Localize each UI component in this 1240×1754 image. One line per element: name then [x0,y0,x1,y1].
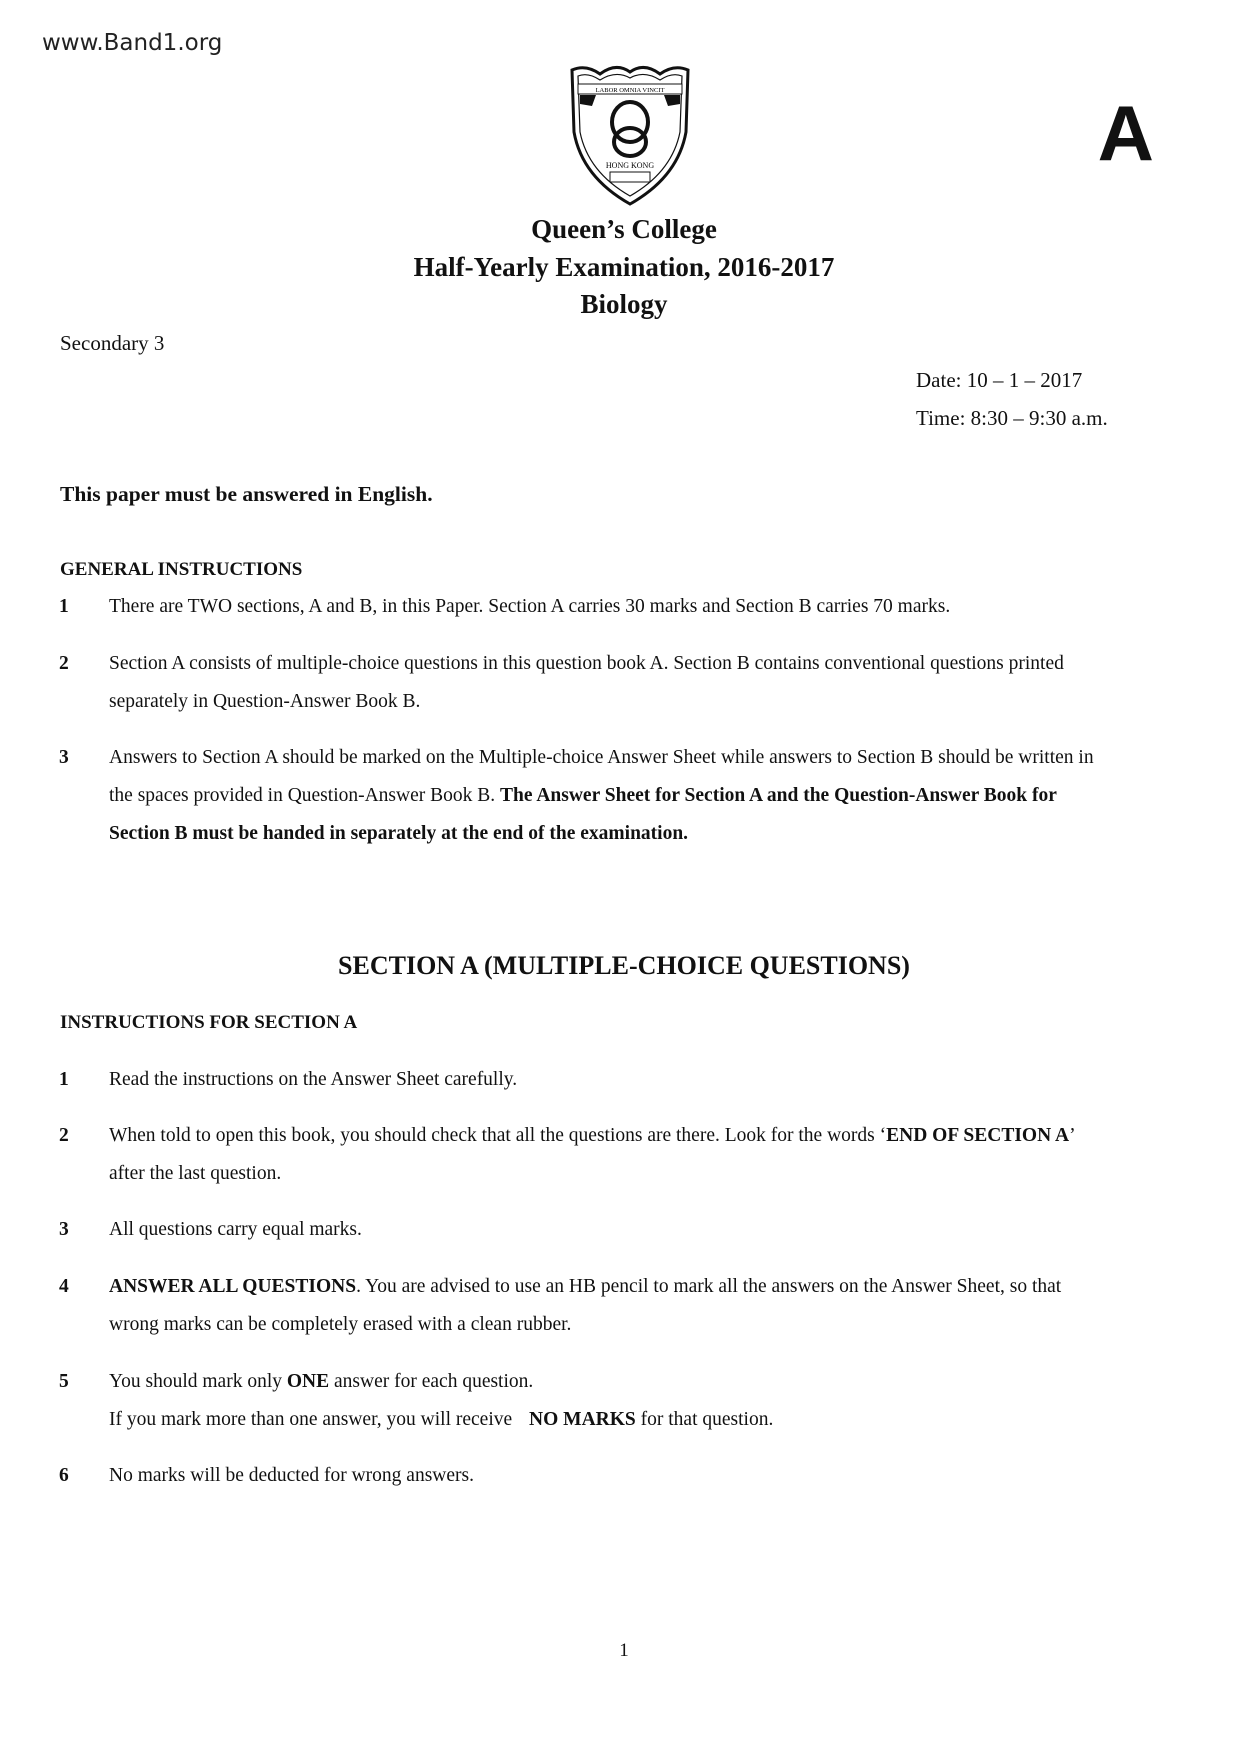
sa-item-3: All questions carry equal marks. [109,1219,362,1240]
gi-item-3-bold2: Section B must be handed in separately at the end of the examination. [109,823,689,844]
sa-item-5-line2-post: for that question. [635,1409,774,1430]
sa-item-5-line2-pre: If you mark more than one answer, you will receive [109,1409,518,1430]
gi-item-1: There are TWO sections, A and B, in this Paper. Section A carries 30 marks and Section B carries 70 marks. [109,596,951,617]
exam-date: Date: 10 – 1 – 2017 [916,368,1083,392]
sa-num-3: 3 [59,1219,69,1240]
sa-item-4-line2: wrong marks can be completely erased with a clean rubber. [109,1314,572,1335]
exam-title: Half-Yearly Examination, 2016-2017 [413,252,835,282]
gi-item-3-line2 [109,785,1057,807]
sa-item-2-bold: END OF SECTION A [886,1125,1070,1146]
sa-item-6: No marks will be deducted for wrong answers. [109,1465,474,1486]
level: Secondary 3 [60,331,165,355]
gi-item-3-bold1: The Answer Sheet for Section A and the Question-Answer Book for [500,785,1057,806]
sa-item-5-bold: ONE [286,1371,330,1392]
language-note: This paper must be answered in English. [60,482,433,506]
sa-item-4-line1 [109,1276,1061,1298]
section-a-title: SECTION A (MULTIPLE-CHOICE QUESTIONS) [338,951,910,980]
section-a-instructions-heading: INSTRUCTIONS FOR SECTION A [60,1012,358,1033]
sa-item-2-line2: after the last question. [109,1163,282,1184]
sa-item-5-post: answer for each question. [329,1371,534,1392]
svg-text:HONG KONG: HONG KONG [605,161,655,170]
sa-item-4-post: . You are advised to use an HB pencil to mark all the answers on the Answer Sheet, so that [356,1276,1062,1297]
gi-num-2: 2 [59,653,69,674]
paper-letter: A [1097,89,1154,177]
gi-num-1: 1 [59,596,69,617]
gi-item-2-line1: Section A consists of multiple-choice questions in this question book A. Section B contains conventional questions printed [109,653,1064,674]
gi-item-2-line2: separately in Question-Answer Book B. [109,691,421,712]
school-name: Queen’s College [531,214,717,244]
watermark-url: www.Band1.org [42,30,223,56]
sa-item-5-line2 [109,1409,773,1431]
sa-item-4-bold: ANSWER ALL QUESTIONS [109,1276,357,1297]
sa-num-4: 4 [59,1276,69,1297]
sa-num-6: 6 [59,1465,69,1486]
gi-item-3-text: the spaces provided in Question-Answer Book B. [109,785,501,806]
page-number: 1 [619,1640,629,1661]
svg-text:LABOR OMNIA VINCIT: LABOR OMNIA VINCIT [595,87,665,94]
sa-item-5-line2-bold: NO MARKS [529,1409,636,1430]
sa-num-1: 1 [59,1069,69,1090]
sa-item-2-post: ’ [1069,1125,1076,1146]
sa-item-1: Read the instructions on the Answer Sheet carefully. [109,1069,518,1090]
exam-time: Time: 8:30 – 9:30 a.m. [916,406,1108,430]
sa-item-5-line1 [109,1371,533,1393]
sa-num-2: 2 [59,1125,69,1146]
general-instructions-heading: GENERAL INSTRUCTIONS [60,559,303,580]
subject-title: Biology [580,289,668,319]
sa-num-5: 5 [59,1371,69,1392]
gi-num-3: 3 [59,747,69,768]
sa-item-2-pre: When told to open this book, you should check that all the questions are there. Look for the words ‘ [109,1125,887,1146]
gi-item-3-line1: Answers to Section A should be marked on the Multiple-choice Answer Sheet while answers to Section B should be written in [109,747,1094,768]
sa-item-2-line1 [109,1125,1076,1147]
school-crest-logo [566,62,694,207]
sa-item-5-pre: You should mark only [109,1371,287,1392]
